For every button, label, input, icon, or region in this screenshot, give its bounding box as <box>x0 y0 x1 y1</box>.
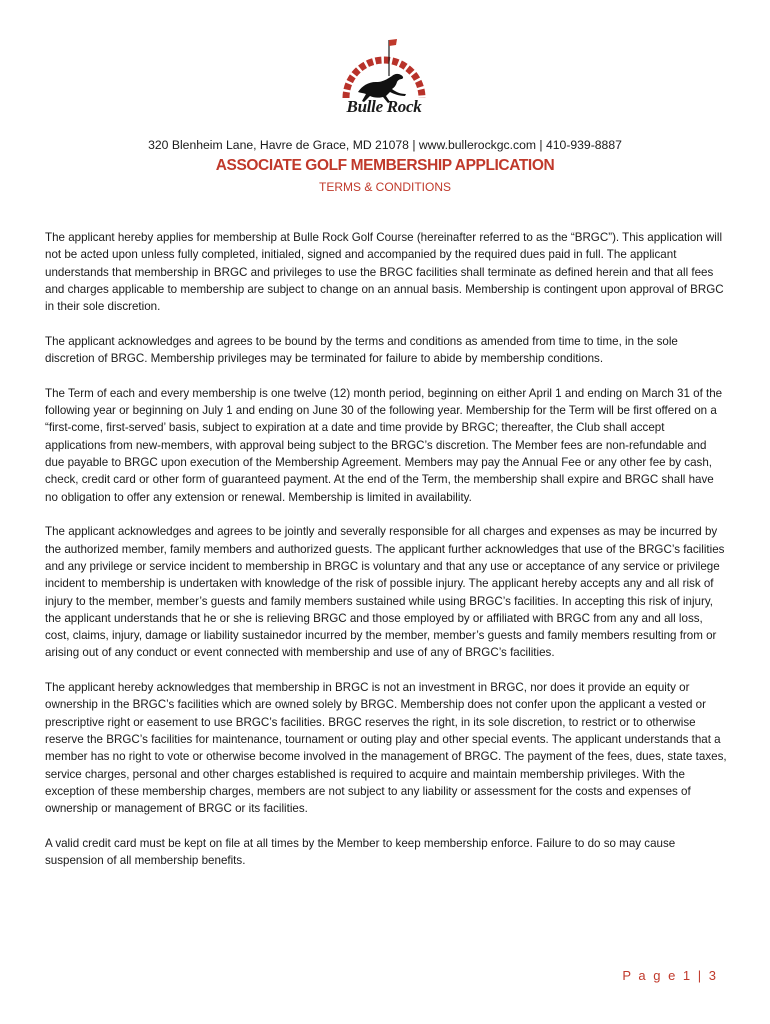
club-address: 320 Blenheim Lane, Havre de Grace, MD 21078 | www.bullerockgc.com | 410-939-8887 <box>148 138 622 152</box>
terms-paragraph: The applicant acknowledges and agrees to be jointly and severally responsible for all charges and expenses as may be incurred by the authorized member, family members and authorized guests. The applicant further acknowledges that use of the BRGC’s facilities and any privilege or service incident to membership in BRGC is voluntary and that any use or acceptance of any service or privilege incident to membership is undertaken with knowledge of the risk of possible injury. The applicant hereby accepts any and all risk of injury to the member, member’s guests and family members sustained while using BRGC’s facilities. In accepting this risk of injury, the applicant understands that he or she is relieving BRGC and those employed by or affiliated with BRGC from any and all loss, cost, claims, injury, damage or liability sustainedor incurred by the member, member’s guests and family members resulting from or arising out of any conduct or event connected with membership and use of any of BRGC’s facilities. <box>45 525 725 660</box>
terms-body <box>45 229 727 887</box>
terms-paragraph: The applicant hereby acknowledges that membership in BRGC is not an investment in BRGC, nor does it provide an equity or ownership in the BRGC’s facilities which are owned solely by BRGC. Membership does not confer upon the applicant a vested or prescriptive right or easement to use BRGC’s facilities. BRGC reserves the right, in its sole discretion, to restrict or to otherwise reserve the BRGC’s facilities for maintenance, tournament or outing play and other special events. The applicant understands that a member has no right to vote or otherwise become involved in the management of BRGC. The payment of the fees, dues, state taxes, service charges, personal and other charges established is required to acquire and maintain membership privileges. With the exception of these membership charges, members are not subject to any liability or assessment for the costs and expenses of ownership or management of BRGC or its facilities. <box>45 681 727 816</box>
terms-paragraph: The applicant hereby applies for membership at Bulle Rock Golf Course (hereinafter referred to as the “BRGC”). This application will not be acted upon unless fully completed, initialed, signed and accompanied by the required dues paid in full. The applicant understands that membership in BRGC and privileges to use the BRGC facilities shall terminate as defined herein and that all fees and charges applicable to membership are subject to change on an annual basis. Membership is contingent upon approval of BRGC in their sole discretion. <box>45 231 724 314</box>
terms-paragraph: The applicant acknowledges and agrees to be bound by the terms and conditions as amended from time to time, in the sole discretion of BRGC. Membership privileges may be terminated for failure to abide by membership conditions. <box>45 334 678 366</box>
page-number: P a g e 1 | 3 <box>622 968 718 983</box>
page-subtitle: TERMS & CONDITIONS <box>318 180 451 194</box>
page-title: ASSOCIATE GOLF MEMBERSHIP APPLICATION <box>215 157 555 174</box>
logo-wordmark: Bulle Rock <box>346 97 422 116</box>
terms-paragraph: A valid credit card must be kept on file at all times by the Member to keep membership enforce. Failure to do so may cause suspension of all membership benefits. <box>45 836 676 868</box>
terms-paragraph: The Term of each and every membership is one twelve (12) month period, beginning on either April 1 and ending on March 31 of the following year or beginning on July 1 and ending on June 30 of the following year. Membership for the Term will be first offered on a “first-come, first-served’ basis, subject to expiration at a date and time provide by BRGC; thereafter, the Club shall accept applications from new-members, with approval being subject to the BRGC’s discretion. The Member fees are non-refundable and due payable to BRGC upon execution of the Membership Agreement. Members may pay the Annual Fee or any other fee by cash, check, credit card or other form of guaranteed payment. At the end of the Term, the membership shall expire and BRGC shall have no obligation to offer any extension or renewal. Membership is limited in availability. <box>45 386 723 504</box>
